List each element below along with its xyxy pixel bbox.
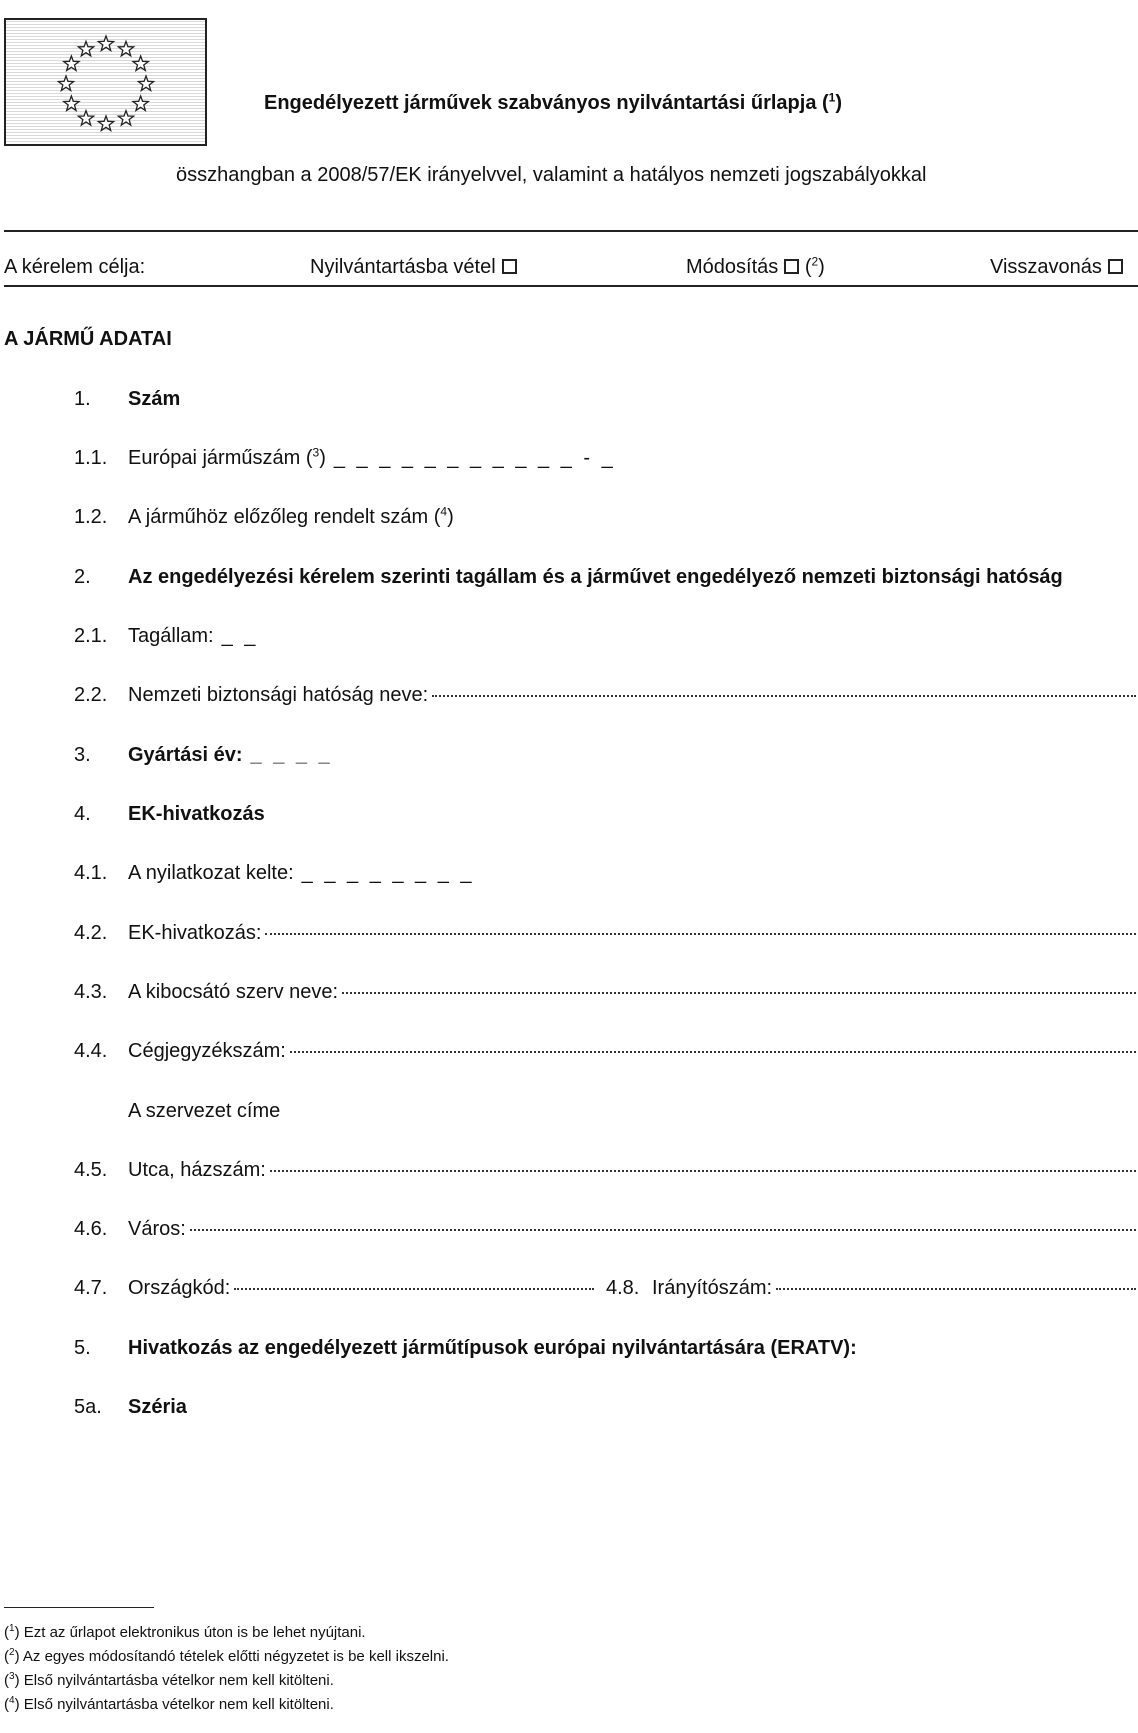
street-label: Utca, házszám: — [128, 1159, 266, 1181]
item-number-heading: Szám — [128, 388, 181, 410]
item-number: 1. — [74, 388, 91, 410]
member-state-heading: Az engedélyezési kérelem szerinti tagállam és a járművet engedélyező nemzeti biztonsági hatóság — [128, 566, 1063, 588]
flag-star — [133, 96, 148, 110]
withdrawal-checkbox[interactable] — [1108, 259, 1123, 274]
item-number: 4.5. — [74, 1159, 108, 1181]
flag-star — [64, 56, 79, 70]
european-vehicle-number-label: Európai járműszám ($^3$) _ _ _ _ _ _ _ _ _ _ _ - _ — [128, 445, 616, 469]
eratv-reference-heading: Hivatkozás az engedélyezett járműtípusok európai nyilvántartására (ERATV): — [128, 1337, 857, 1359]
modification-checkbox[interactable] — [784, 259, 799, 274]
form-title: Engedélyezett járművek szabványos nyilvántartási űrlapja ($^1$) — [264, 90, 843, 114]
flag-star — [58, 76, 73, 90]
registration-number-label: Cégjegyzékszám: — [128, 1040, 286, 1062]
item-number: 4. — [74, 803, 91, 825]
purpose-label: A kérelem célja: — [4, 256, 146, 278]
flag-star — [118, 111, 133, 125]
item-number: 2.1. — [74, 625, 108, 647]
european-vehicle-number-field[interactable]: _ _ _ _ _ _ _ _ _ _ _ - _ — [333, 447, 616, 469]
flag-star — [138, 76, 153, 90]
eu-flag-icon — [4, 18, 207, 146]
item-number: 5a. — [74, 1396, 102, 1418]
registration-checkbox[interactable] — [502, 259, 517, 274]
member-state-field[interactable]: _ _ — [221, 625, 259, 647]
item-number: 4.2. — [74, 922, 108, 944]
item-number: 4.3. — [74, 981, 108, 1003]
item-number: 4.8. — [606, 1277, 640, 1299]
country-code-row — [128, 1277, 594, 1300]
year-of-manufacture-label: Gyártási év: _ _ _ _ — [128, 744, 333, 766]
nsa-name-field[interactable] — [432, 695, 1136, 697]
declaration-date-label: A nyilatkozat kelte: _ _ _ _ _ _ _ _ — [128, 862, 475, 884]
purpose-option-withdrawal: Visszavonás — [990, 256, 1123, 279]
series-heading: Széria — [128, 1396, 187, 1418]
item-number: 1.1. — [74, 447, 108, 469]
country-code-label: Országkód: — [128, 1277, 231, 1299]
year-of-manufacture-field[interactable]: _ _ _ _ — [250, 744, 333, 766]
flag-star — [98, 116, 113, 130]
city-row — [128, 1218, 1136, 1241]
nsa-name-row — [128, 684, 1136, 707]
item-number: 2.2. — [74, 684, 108, 706]
ec-reference-row — [128, 922, 1136, 945]
purpose-option-modification: Módosítás ($^2$) — [686, 254, 825, 278]
purpose-option-registration: Nyilvántartásba vétel — [310, 256, 517, 279]
nsa-name-label: Nemzeti biztonsági hatóság neve: — [128, 684, 429, 706]
divider — [4, 230, 1138, 232]
flag-star — [64, 96, 79, 110]
flag-star — [118, 41, 133, 55]
item-number: 1.2. — [74, 506, 108, 528]
registration-number-row — [128, 1040, 1136, 1063]
ec-reference-label: EK-hivatkozás: — [128, 922, 262, 944]
postal-code-row — [652, 1277, 1136, 1300]
flag-star — [98, 36, 113, 50]
postal-code-field[interactable] — [776, 1288, 1136, 1290]
item-number: 4.6. — [74, 1218, 108, 1240]
footnote-divider — [4, 1607, 154, 1608]
street-field[interactable] — [270, 1170, 1136, 1172]
org-address-label: A szervezet címe — [128, 1100, 281, 1122]
item-number: 4.7. — [74, 1277, 108, 1299]
issuer-name-label: A kibocsátó szerv neve: — [128, 981, 339, 1003]
flag-star — [78, 41, 93, 55]
issuer-name-row — [128, 981, 1136, 1004]
city-field[interactable] — [190, 1229, 1136, 1231]
ec-reference-field[interactable] — [265, 933, 1136, 935]
postal-code-label: Irányítószám: — [652, 1277, 773, 1299]
country-code-field[interactable] — [234, 1288, 594, 1290]
item-number: 4.4. — [74, 1040, 108, 1062]
declaration-date-field[interactable]: _ _ _ _ _ _ _ _ — [301, 862, 475, 884]
item-number: 5. — [74, 1337, 91, 1359]
footnote-1: ($^1$) Ezt az űrlapot elektronikus úton is be lehet nyújtani. — [4, 1623, 366, 1641]
item-number: 3. — [74, 744, 91, 766]
street-row — [128, 1159, 1136, 1182]
footnote-4: ($^4$) Első nyilvántartásba vételkor nem kell kitölteni. — [4, 1695, 334, 1713]
registration-number-field[interactable] — [290, 1051, 1136, 1053]
footnote-3: ($^3$) Első nyilvántartásba vételkor nem kell kitölteni. — [4, 1671, 334, 1689]
item-number: 4.1. — [74, 862, 108, 884]
divider — [4, 285, 1138, 287]
section-title: A JÁRMŰ ADATAI — [4, 328, 172, 350]
city-label: Város: — [128, 1218, 186, 1240]
issuer-name-field[interactable] — [342, 992, 1136, 994]
ec-reference-heading: EK-hivatkozás — [128, 803, 265, 825]
flag-star — [133, 56, 148, 70]
flag-star — [78, 111, 93, 125]
member-state-label: Tagállam: _ _ — [128, 625, 259, 647]
previous-number-label: A járműhöz előzőleg rendelt szám ($^4$) — [128, 504, 454, 528]
item-number: 2. — [74, 566, 91, 588]
footnote-2: ($^2$) Az egyes módosítandó tételek előtti négyzetet is be kell ikszelni. — [4, 1647, 449, 1665]
form-subtitle: összhangban a 2008/57/EK irányelvvel, valamint a hatályos nemzeti jogszabályokkal — [176, 164, 927, 186]
